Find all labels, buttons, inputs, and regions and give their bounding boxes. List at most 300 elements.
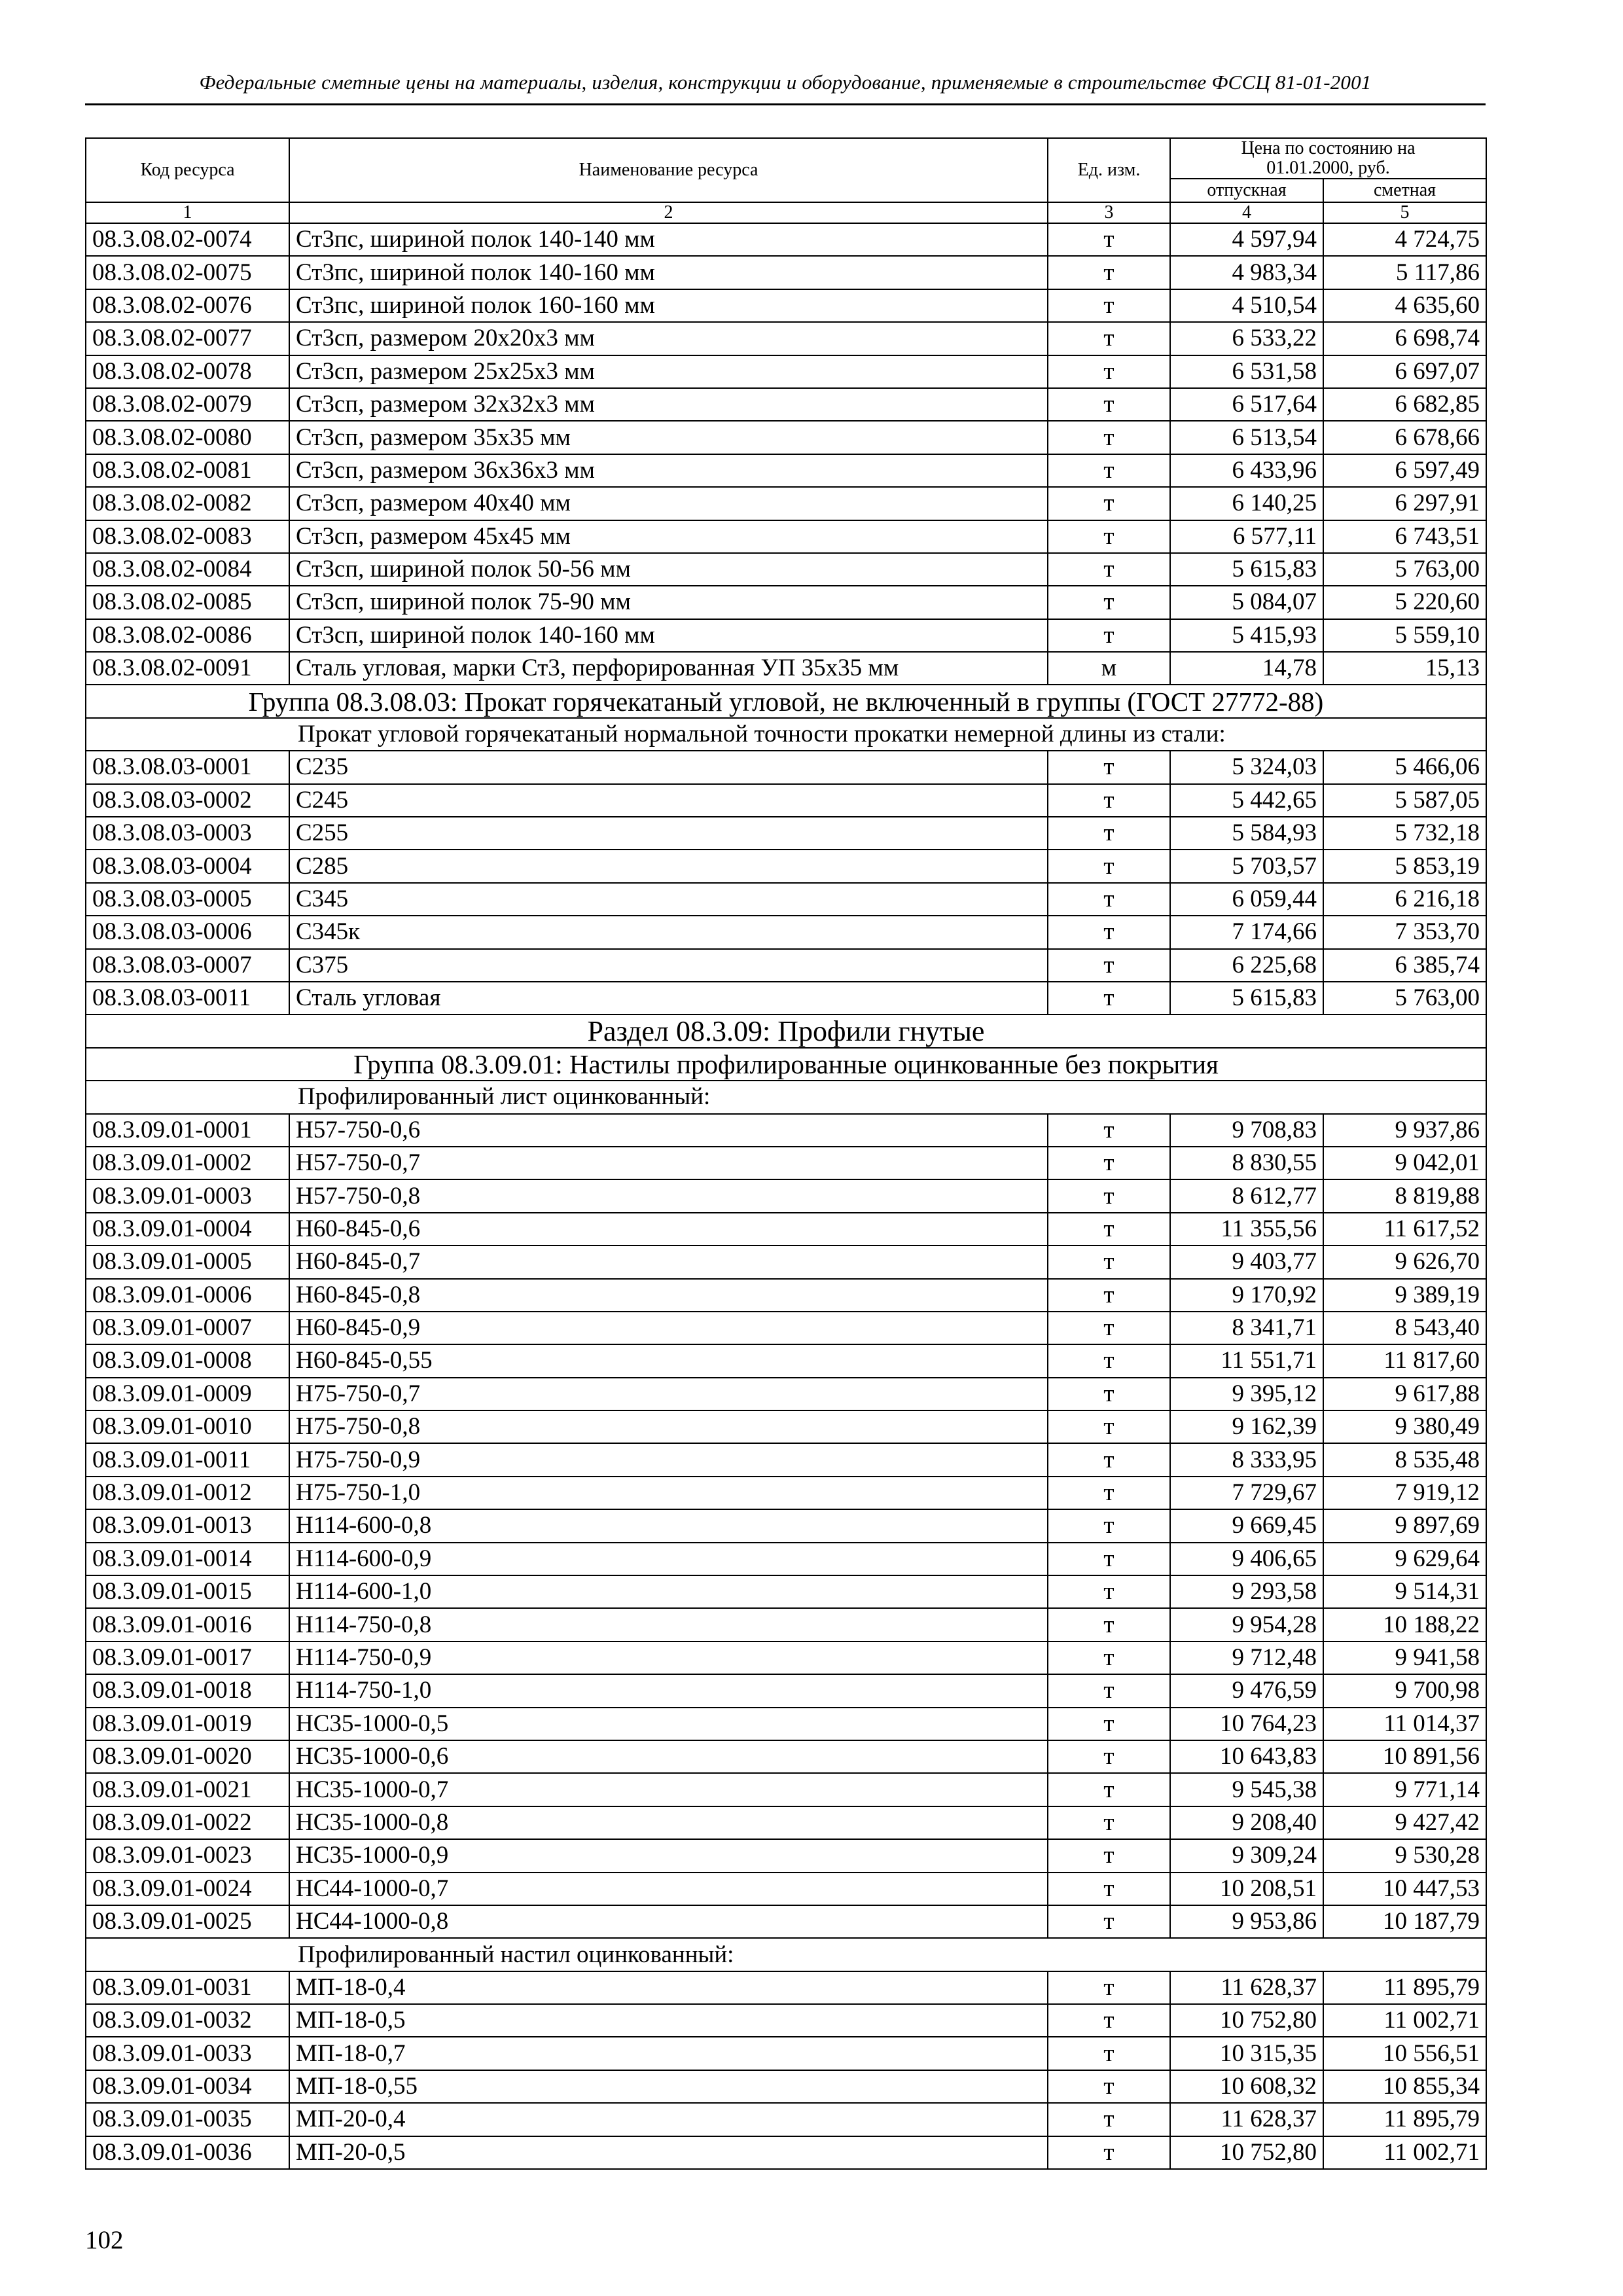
table-row <box>86 421 1486 454</box>
unit-of-measure: т <box>1048 322 1170 355</box>
resource-code: 08.3.08.03-0001 <box>86 751 289 783</box>
table-row <box>86 256 1486 289</box>
table-row <box>86 784 1486 817</box>
resource-code: 08.3.09.01-0005 <box>86 1246 289 1278</box>
table-row <box>86 2136 1486 2169</box>
unit-of-measure: т <box>1048 1213 1170 1246</box>
unit-of-measure: т <box>1048 289 1170 322</box>
release-price: 14,78 <box>1170 652 1323 685</box>
table-row <box>86 1773 1486 1806</box>
release-price: 4 597,94 <box>1170 223 1323 256</box>
resource-code: 08.3.09.01-0015 <box>86 1575 289 1608</box>
unit-of-measure: т <box>1048 883 1170 916</box>
release-price: 10 608,32 <box>1170 2070 1323 2103</box>
unit-of-measure: т <box>1048 949 1170 982</box>
resource-name: Сталь угловая, марки Ст3, перфорированная УП 35х35 мм <box>289 652 1048 685</box>
table-row <box>86 1873 1486 1905</box>
estimate-price: 6 697,07 <box>1323 355 1486 388</box>
table-row <box>86 652 1486 685</box>
unit-of-measure: т <box>1048 2004 1170 2037</box>
estimate-price: 10 188,22 <box>1323 1608 1486 1641</box>
resource-name: Ст3пс, шириной полок 140-140 мм <box>289 223 1048 256</box>
table-row <box>86 982 1486 1014</box>
resource-code: 08.3.09.01-0021 <box>86 1773 289 1806</box>
unit-of-measure: т <box>1048 1477 1170 1509</box>
subheading-row <box>86 1938 1486 1971</box>
column-header-release: отпускная <box>1170 179 1323 202</box>
release-price: 9 309,24 <box>1170 1839 1323 1872</box>
estimate-price: 9 427,42 <box>1323 1806 1486 1839</box>
resource-code: 08.3.08.02-0081 <box>86 454 289 487</box>
estimate-price: 10 556,51 <box>1323 2037 1486 2070</box>
release-price: 10 752,80 <box>1170 2136 1323 2169</box>
table-row <box>86 1905 1486 1938</box>
release-price: 4 983,34 <box>1170 256 1323 289</box>
table-row <box>86 1575 1486 1608</box>
resource-name: Н57-750-0,7 <box>289 1147 1048 1179</box>
resource-code: 08.3.09.01-0033 <box>86 2037 289 2070</box>
table-row <box>86 1147 1486 1179</box>
release-price: 9 954,28 <box>1170 1608 1323 1641</box>
resource-code: 08.3.09.01-0004 <box>86 1213 289 1246</box>
release-price: 11 355,56 <box>1170 1213 1323 1246</box>
unit-of-measure: т <box>1048 2037 1170 2070</box>
resource-name: Н60-845-0,9 <box>289 1312 1048 1344</box>
release-price: 9 208,40 <box>1170 1806 1323 1839</box>
table-row <box>86 1543 1486 1575</box>
estimate-price: 7 353,70 <box>1323 916 1486 948</box>
column-header-unit: Ед. изм. <box>1048 138 1170 202</box>
estimate-price: 9 937,86 <box>1323 1114 1486 1147</box>
resource-name: Ст3сп, размером 45х45 мм <box>289 520 1048 553</box>
estimate-price: 6 743,51 <box>1323 520 1486 553</box>
resource-name: Ст3сп, шириной полок 50-56 мм <box>289 553 1048 586</box>
release-price: 9 170,92 <box>1170 1279 1323 1312</box>
resource-name: НС35-1000-0,7 <box>289 1773 1048 1806</box>
resource-code: 08.3.09.01-0011 <box>86 1443 289 1476</box>
release-price: 11 551,71 <box>1170 1344 1323 1377</box>
table-row <box>86 883 1486 916</box>
release-price: 9 708,83 <box>1170 1114 1323 1147</box>
table-row <box>86 1246 1486 1278</box>
estimate-price: 9 042,01 <box>1323 1147 1486 1179</box>
resource-name: С375 <box>289 949 1048 982</box>
resource-code: 08.3.08.03-0007 <box>86 949 289 982</box>
resource-code: 08.3.08.02-0086 <box>86 619 289 652</box>
resource-code: 08.3.09.01-0019 <box>86 1708 289 1740</box>
unit-of-measure: т <box>1048 421 1170 454</box>
unit-of-measure: т <box>1048 1179 1170 1212</box>
release-price: 10 208,51 <box>1170 1873 1323 1905</box>
unit-of-measure: т <box>1048 1543 1170 1575</box>
unit-of-measure: т <box>1048 454 1170 487</box>
resource-code: 08.3.09.01-0023 <box>86 1839 289 1872</box>
table-row <box>86 1410 1486 1443</box>
estimate-price: 6 597,49 <box>1323 454 1486 487</box>
unit-of-measure: т <box>1048 355 1170 388</box>
release-price: 9 162,39 <box>1170 1410 1323 1443</box>
unit-of-measure: т <box>1048 1344 1170 1377</box>
resource-code: 08.3.09.01-0007 <box>86 1312 289 1344</box>
resource-name: Н114-600-0,8 <box>289 1509 1048 1542</box>
table-row <box>86 487 1486 520</box>
estimate-price: 6 297,91 <box>1323 487 1486 520</box>
release-price: 5 615,83 <box>1170 553 1323 586</box>
resource-name: С235 <box>289 751 1048 783</box>
estimate-price: 11 002,71 <box>1323 2004 1486 2037</box>
table-row <box>86 1443 1486 1476</box>
resource-code: 08.3.08.02-0080 <box>86 421 289 454</box>
resource-code: 08.3.09.01-0031 <box>86 1971 289 2004</box>
table-row <box>86 1608 1486 1641</box>
estimate-price: 11 817,60 <box>1323 1344 1486 1377</box>
resource-code: 08.3.08.02-0076 <box>86 289 289 322</box>
resource-code: 08.3.08.02-0082 <box>86 487 289 520</box>
unit-of-measure: т <box>1048 256 1170 289</box>
table-row <box>86 1509 1486 1542</box>
unit-of-measure: т <box>1048 1279 1170 1312</box>
group-heading: Группа 08.3.08.03: Прокат горячекатаный угловой, не включенный в группы (ГОСТ 27772-88) <box>86 685 1486 717</box>
table-row <box>86 1740 1486 1773</box>
resource-code: 08.3.09.01-0024 <box>86 1873 289 1905</box>
group-heading-row <box>86 1048 1486 1081</box>
group-heading-row <box>86 685 1486 717</box>
column-number: 5 <box>1323 202 1486 223</box>
table-row <box>86 1213 1486 1246</box>
resource-code: 08.3.08.02-0077 <box>86 322 289 355</box>
table-row <box>86 1839 1486 1872</box>
resource-name: МП-20-0,4 <box>289 2103 1048 2136</box>
resource-code: 08.3.09.01-0036 <box>86 2136 289 2169</box>
unit-of-measure: т <box>1048 1905 1170 1938</box>
resource-name: НС35-1000-0,5 <box>289 1708 1048 1740</box>
table-row <box>86 289 1486 322</box>
release-price: 10 764,23 <box>1170 1708 1323 1740</box>
table-row <box>86 520 1486 553</box>
release-price: 8 341,71 <box>1170 1312 1323 1344</box>
column-number: 1 <box>86 202 289 223</box>
resource-code: 08.3.09.01-0020 <box>86 1740 289 1773</box>
resource-name: С345к <box>289 916 1048 948</box>
estimate-price: 5 220,60 <box>1323 586 1486 619</box>
release-price: 5 442,65 <box>1170 784 1323 817</box>
page-number: 102 <box>85 2226 124 2254</box>
resource-code: 08.3.09.01-0013 <box>86 1509 289 1542</box>
resource-code: 08.3.09.01-0016 <box>86 1608 289 1641</box>
table-row <box>86 619 1486 652</box>
estimate-price: 9 941,58 <box>1323 1641 1486 1674</box>
unit-of-measure: т <box>1048 1608 1170 1641</box>
resource-name: НС44-1000-0,7 <box>289 1873 1048 1905</box>
release-price: 8 612,77 <box>1170 1179 1323 1212</box>
estimate-price: 11 895,79 <box>1323 2103 1486 2136</box>
resource-name: Ст3сп, шириной полок 75-90 мм <box>289 586 1048 619</box>
table-body <box>86 223 1486 2169</box>
release-price: 4 510,54 <box>1170 289 1323 322</box>
estimate-price: 4 724,75 <box>1323 223 1486 256</box>
release-price: 6 513,54 <box>1170 421 1323 454</box>
column-header-estimate: сметная <box>1323 179 1486 202</box>
column-header-price: Цена по состоянию на 01.01.2000, руб. <box>1170 138 1486 179</box>
release-price: 9 293,58 <box>1170 1575 1323 1608</box>
unit-of-measure: т <box>1048 817 1170 850</box>
table-row <box>86 586 1486 619</box>
release-price: 7 729,67 <box>1170 1477 1323 1509</box>
resource-code: 08.3.08.02-0085 <box>86 586 289 619</box>
resource-name: НС35-1000-0,8 <box>289 1806 1048 1839</box>
estimate-price: 5 763,00 <box>1323 982 1486 1014</box>
resource-name: С345 <box>289 883 1048 916</box>
estimate-price: 6 682,85 <box>1323 388 1486 421</box>
estimate-price: 7 919,12 <box>1323 1477 1486 1509</box>
unit-of-measure: т <box>1048 916 1170 948</box>
release-price: 6 059,44 <box>1170 883 1323 916</box>
table-row <box>86 2037 1486 2070</box>
estimate-price: 6 678,66 <box>1323 421 1486 454</box>
estimate-price: 5 466,06 <box>1323 751 1486 783</box>
table-row <box>86 916 1486 948</box>
column-number: 4 <box>1170 202 1323 223</box>
resource-code: 08.3.08.03-0005 <box>86 883 289 916</box>
release-price: 5 615,83 <box>1170 982 1323 1014</box>
resource-code: 08.3.09.01-0008 <box>86 1344 289 1377</box>
resource-name: Н75-750-1,0 <box>289 1477 1048 1509</box>
resource-name: Н75-750-0,7 <box>289 1378 1048 1410</box>
resource-name: Сталь угловая <box>289 982 1048 1014</box>
unit-of-measure: т <box>1048 1443 1170 1476</box>
resource-code: 08.3.09.01-0012 <box>86 1477 289 1509</box>
estimate-price: 8 535,48 <box>1323 1443 1486 1476</box>
estimate-price: 10 187,79 <box>1323 1905 1486 1938</box>
estimate-price: 11 895,79 <box>1323 1971 1486 2004</box>
unit-of-measure: т <box>1048 1312 1170 1344</box>
resource-name: С255 <box>289 817 1048 850</box>
unit-of-measure: т <box>1048 1410 1170 1443</box>
resource-code: 08.3.08.02-0075 <box>86 256 289 289</box>
release-price: 6 517,64 <box>1170 388 1323 421</box>
unit-of-measure: т <box>1048 553 1170 586</box>
table-row <box>86 1114 1486 1147</box>
resource-code: 08.3.09.01-0014 <box>86 1543 289 1575</box>
estimate-price: 15,13 <box>1323 652 1486 685</box>
table-row <box>86 2070 1486 2103</box>
unit-of-measure: т <box>1048 388 1170 421</box>
unit-of-measure: т <box>1048 1246 1170 1278</box>
resource-code: 08.3.08.02-0091 <box>86 652 289 685</box>
resource-name: Н114-600-0,9 <box>289 1543 1048 1575</box>
unit-of-measure: т <box>1048 1114 1170 1147</box>
resource-name: С245 <box>289 784 1048 817</box>
estimate-price: 5 763,00 <box>1323 553 1486 586</box>
resource-name: Н60-845-0,55 <box>289 1344 1048 1377</box>
unit-of-measure: т <box>1048 1378 1170 1410</box>
subheading: Профилированный настил оцинкованный: <box>86 1938 1486 1971</box>
resource-name: Ст3сп, размером 36х36х3 мм <box>289 454 1048 487</box>
release-price: 6 533,22 <box>1170 322 1323 355</box>
unit-of-measure: т <box>1048 751 1170 783</box>
resource-name: Н57-750-0,6 <box>289 1114 1048 1147</box>
resource-name: Ст3сп, размером 40х40 мм <box>289 487 1048 520</box>
resource-code: 08.3.09.01-0001 <box>86 1114 289 1147</box>
unit-of-measure: т <box>1048 223 1170 256</box>
table-row <box>86 751 1486 783</box>
resource-code: 08.3.09.01-0010 <box>86 1410 289 1443</box>
release-price: 10 643,83 <box>1170 1740 1323 1773</box>
release-price: 6 577,11 <box>1170 520 1323 553</box>
table-row <box>86 2004 1486 2037</box>
resource-name: Н114-750-0,9 <box>289 1641 1048 1674</box>
table-row <box>86 1312 1486 1344</box>
resource-code: 08.3.09.01-0022 <box>86 1806 289 1839</box>
table-row <box>86 1674 1486 1707</box>
release-price: 9 403,77 <box>1170 1246 1323 1278</box>
resource-code: 08.3.09.01-0032 <box>86 2004 289 2037</box>
estimate-price: 11 014,37 <box>1323 1708 1486 1740</box>
estimate-price: 9 530,28 <box>1323 1839 1486 1872</box>
release-price: 9 712,48 <box>1170 1641 1323 1674</box>
resource-code: 08.3.08.03-0011 <box>86 982 289 1014</box>
subheading-row <box>86 1081 1486 1113</box>
table-row <box>86 1344 1486 1377</box>
resource-name: МП-18-0,7 <box>289 2037 1048 2070</box>
column-header-name: Наименование ресурса <box>289 138 1048 202</box>
estimate-price: 10 891,56 <box>1323 1740 1486 1773</box>
estimate-price: 9 626,70 <box>1323 1246 1486 1278</box>
unit-of-measure: т <box>1048 1971 1170 2004</box>
unit-of-measure: т <box>1048 2136 1170 2169</box>
release-price: 9 953,86 <box>1170 1905 1323 1938</box>
resource-code: 08.3.09.01-0017 <box>86 1641 289 1674</box>
estimate-price: 10 855,34 <box>1323 2070 1486 2103</box>
table-row <box>86 1708 1486 1740</box>
section-heading: Раздел 08.3.09: Профили гнутые <box>86 1014 1486 1047</box>
table-row <box>86 850 1486 882</box>
estimate-price: 9 897,69 <box>1323 1509 1486 1542</box>
release-price: 9 545,38 <box>1170 1773 1323 1806</box>
estimate-price: 5 117,86 <box>1323 256 1486 289</box>
release-price: 10 315,35 <box>1170 2037 1323 2070</box>
resource-name: МП-18-0,55 <box>289 2070 1048 2103</box>
table-row <box>86 817 1486 850</box>
resource-code: 08.3.09.01-0003 <box>86 1179 289 1212</box>
subheading: Профилированный лист оцинкованный: <box>86 1081 1486 1113</box>
table-row <box>86 1378 1486 1410</box>
column-header-code: Код ресурса <box>86 138 289 202</box>
estimate-price: 11 002,71 <box>1323 2136 1486 2169</box>
table-row <box>86 1971 1486 2004</box>
unit-of-measure: м <box>1048 652 1170 685</box>
unit-of-measure: т <box>1048 2103 1170 2136</box>
resource-name: МП-20-0,5 <box>289 2136 1048 2169</box>
resource-name: НС35-1000-0,9 <box>289 1839 1048 1872</box>
table-row <box>86 388 1486 421</box>
subheading-row <box>86 718 1486 751</box>
release-price: 6 531,58 <box>1170 355 1323 388</box>
estimate-price: 9 514,31 <box>1323 1575 1486 1608</box>
resource-code: 08.3.08.02-0078 <box>86 355 289 388</box>
estimate-price: 9 771,14 <box>1323 1773 1486 1806</box>
resource-name: Н75-750-0,9 <box>289 1443 1048 1476</box>
release-price: 5 584,93 <box>1170 817 1323 850</box>
resource-code: 08.3.08.02-0083 <box>86 520 289 553</box>
table-row <box>86 223 1486 256</box>
resource-code: 08.3.08.03-0004 <box>86 850 289 882</box>
resource-code: 08.3.08.02-0079 <box>86 388 289 421</box>
resource-code: 08.3.09.01-0006 <box>86 1279 289 1312</box>
resource-name: Ст3сп, размером 25х25х3 мм <box>289 355 1048 388</box>
unit-of-measure: т <box>1048 1641 1170 1674</box>
unit-of-measure: т <box>1048 1575 1170 1608</box>
table-row <box>86 454 1486 487</box>
table-row <box>86 1179 1486 1212</box>
resource-code: 08.3.08.03-0003 <box>86 817 289 850</box>
table-row <box>86 1279 1486 1312</box>
table-row <box>86 355 1486 388</box>
resource-name: Ст3сп, размером 32х32х3 мм <box>289 388 1048 421</box>
resource-name: НС35-1000-0,6 <box>289 1740 1048 1773</box>
price-table <box>85 137 1487 2170</box>
release-price: 8 333,95 <box>1170 1443 1323 1476</box>
resource-name: Н57-750-0,8 <box>289 1179 1048 1212</box>
estimate-price: 9 380,49 <box>1323 1410 1486 1443</box>
release-price: 11 628,37 <box>1170 2103 1323 2136</box>
resource-name: Н60-845-0,8 <box>289 1279 1048 1312</box>
release-price: 5 415,93 <box>1170 619 1323 652</box>
estimate-price: 11 617,52 <box>1323 1213 1486 1246</box>
resource-code: 08.3.09.01-0034 <box>86 2070 289 2103</box>
resource-name: Н114-750-1,0 <box>289 1674 1048 1707</box>
release-price: 9 669,45 <box>1170 1509 1323 1542</box>
unit-of-measure: т <box>1048 619 1170 652</box>
unit-of-measure: т <box>1048 1773 1170 1806</box>
resource-code: 08.3.09.01-0009 <box>86 1378 289 1410</box>
release-price: 9 395,12 <box>1170 1378 1323 1410</box>
table-row <box>86 2103 1486 2136</box>
release-price: 5 324,03 <box>1170 751 1323 783</box>
resource-name: МП-18-0,5 <box>289 2004 1048 2037</box>
release-price: 6 433,96 <box>1170 454 1323 487</box>
table-row <box>86 1641 1486 1674</box>
resource-name: Ст3пс, шириной полок 160-160 мм <box>289 289 1048 322</box>
unit-of-measure: т <box>1048 1839 1170 1872</box>
unit-of-measure: т <box>1048 850 1170 882</box>
estimate-price: 9 389,19 <box>1323 1279 1486 1312</box>
unit-of-measure: т <box>1048 487 1170 520</box>
table-row <box>86 949 1486 982</box>
estimate-price: 9 629,64 <box>1323 1543 1486 1575</box>
header-rule <box>85 103 1486 105</box>
unit-of-measure: т <box>1048 1509 1170 1542</box>
resource-name: МП-18-0,4 <box>289 1971 1048 2004</box>
section-heading-row <box>86 1014 1486 1047</box>
estimate-price: 6 698,74 <box>1323 322 1486 355</box>
estimate-price: 5 732,18 <box>1323 817 1486 850</box>
estimate-price: 5 587,05 <box>1323 784 1486 817</box>
table-row <box>86 1477 1486 1509</box>
resource-code: 08.3.09.01-0018 <box>86 1674 289 1707</box>
release-price: 10 752,80 <box>1170 2004 1323 2037</box>
estimate-price: 4 635,60 <box>1323 289 1486 322</box>
page-header: Федеральные сметные цены на материалы, изделия, конструкции и оборудование, применяемые в строительстве ФССЦ 81-01-2001 <box>199 71 1372 94</box>
estimate-price: 6 385,74 <box>1323 949 1486 982</box>
unit-of-measure: т <box>1048 2070 1170 2103</box>
group-heading: Группа 08.3.09.01: Настилы профилированные оцинкованные без покрытия <box>86 1048 1486 1081</box>
resource-name: Ст3сп, размером 20х20х3 мм <box>289 322 1048 355</box>
release-price: 6 140,25 <box>1170 487 1323 520</box>
resource-code: 08.3.09.01-0035 <box>86 2103 289 2136</box>
unit-of-measure: т <box>1048 1740 1170 1773</box>
unit-of-measure: т <box>1048 784 1170 817</box>
